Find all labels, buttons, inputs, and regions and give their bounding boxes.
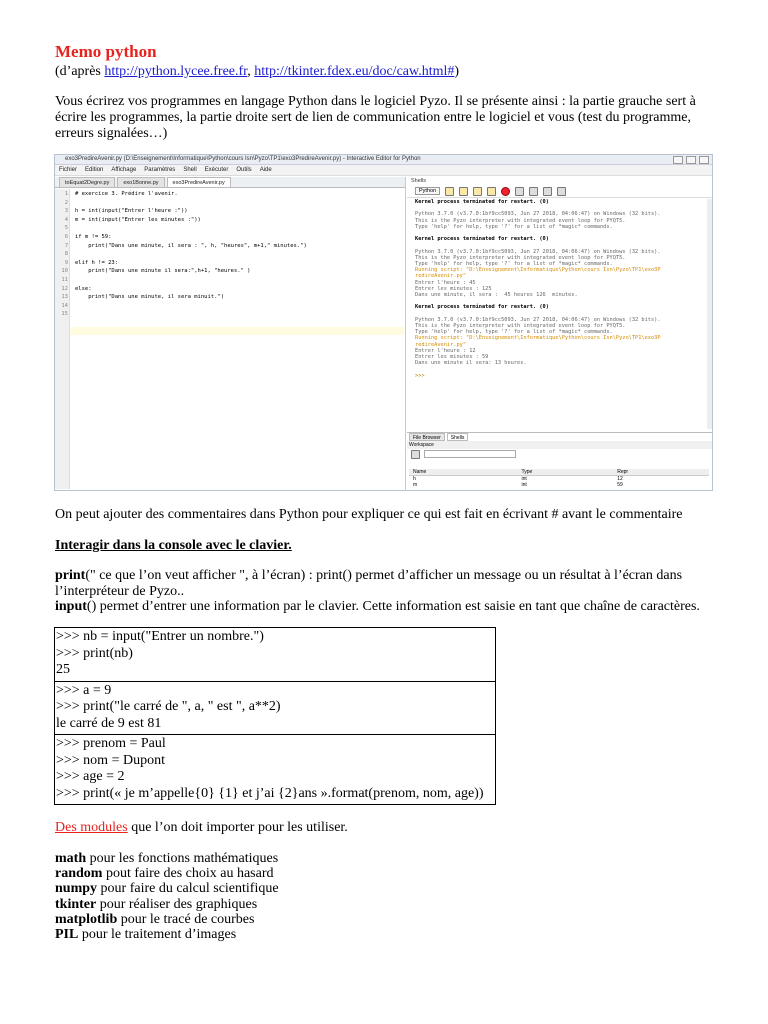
workspace-filter-input xyxy=(424,450,516,458)
module-item xyxy=(55,866,279,881)
console-line: >>> prenom = Paul xyxy=(56,736,166,751)
shell-terminate-icon xyxy=(501,187,510,196)
workspace-column-header: Name xyxy=(409,469,517,476)
menu-item: Paramètres xyxy=(144,167,176,173)
code-editor xyxy=(55,189,405,489)
menu-item: Edition xyxy=(85,167,104,173)
modules-line xyxy=(55,820,715,836)
menu-item: Exécuter xyxy=(204,167,229,173)
editor-tabs xyxy=(55,177,405,188)
module-item xyxy=(55,912,279,927)
module-name: PIL xyxy=(55,927,79,943)
console-line: >>> nom = Dupont xyxy=(56,752,165,768)
module-item xyxy=(55,927,279,942)
lower-tab: Shells xyxy=(447,433,469,441)
maximize-icon xyxy=(686,156,696,164)
module-description: pour le traitement d’images xyxy=(78,927,237,943)
window-title: exo3PredireAvenir.py (D:\Enseignement\Informatique\Python\cours Isn\Pyzo\TP1\exo3PredireAvenir.py) - Interactive Editor for Python xyxy=(65,156,421,162)
shell-line: Type 'help' for help, type '?' for a list of *magic* commands. xyxy=(415,260,613,267)
stop-debug-icon xyxy=(557,187,566,196)
module-description: pour les fonctions mathématiques xyxy=(86,851,279,866)
module-description: pour faire du calcul scientifique xyxy=(97,881,279,897)
console-examples-box xyxy=(54,627,496,805)
shell-run-icon xyxy=(459,187,468,196)
shell-line: redireAvenir.py" xyxy=(415,273,467,280)
shell-debug-icon xyxy=(473,187,482,196)
workspace-column-header: Repr xyxy=(613,469,709,476)
module-description: pout faire des choix au hasard xyxy=(102,866,274,882)
code-line: m = int(input("Entrer les minutes :")) xyxy=(75,216,201,223)
line-number: 3 xyxy=(64,208,68,215)
console-line: >>> a = 9 xyxy=(56,682,112,698)
line-number: 11 xyxy=(61,277,68,283)
console-example xyxy=(55,735,495,804)
line-number: 5 xyxy=(64,225,68,232)
code-line: else: xyxy=(75,285,92,292)
line-number: 8 xyxy=(64,251,68,258)
lower-tab: File Browser xyxy=(409,433,445,441)
intro-paragraph: Vous écrirez vos programmes en langage Python dans le logiciel Pyzo. Il se présente ainsi : la partie grauche sert à écrire les programmes, la partie droite sert de lien de communication entre le logiciel et vous (test du programme, erreurs signalées…) xyxy=(55,94,696,141)
console-line: >>> age = 2 xyxy=(56,769,125,784)
console-heading: Interagir dans la console avec le clavier. xyxy=(55,538,292,553)
shell-toolbar xyxy=(407,185,712,198)
shell-line: Dans une minute il sera: 13 heures. xyxy=(415,360,527,367)
code-line: elif h != 23: xyxy=(75,259,119,266)
module-name: matplotlib xyxy=(55,911,118,927)
menu-item: Outils xyxy=(236,167,252,173)
shell-line: Entrer les minutes : 125 xyxy=(415,285,492,292)
menu-item: Affichage xyxy=(111,167,137,173)
line-number: 9 xyxy=(64,259,68,266)
shell-line: Entrer l'heure : 45 xyxy=(415,279,476,286)
line-number: 7 xyxy=(64,242,68,249)
source-link-tkinter[interactable]: http://tkinter.fdex.eu/doc/caw.html# xyxy=(254,64,455,79)
menu-bar xyxy=(55,165,712,176)
source-sep: , xyxy=(247,64,255,79)
workspace-toolbar xyxy=(407,449,712,459)
step-into-icon xyxy=(529,187,538,196)
lower-tabs xyxy=(407,433,712,441)
module-item xyxy=(55,851,279,866)
module-description: pour le tracé de courbes xyxy=(117,911,255,927)
line-number: 15 xyxy=(61,311,68,318)
shell-line: Kernel process terminated for restart. (0) xyxy=(415,199,549,205)
input-description: () permet d’entrer une information par le clavier. Cette information est saisie en tant que chaîne de caractères. xyxy=(86,599,700,614)
shell-line: Dans une minute, il sera : 45 heures 126 minutes. xyxy=(415,292,578,298)
source-prefix: (d’après xyxy=(55,64,105,79)
source-line xyxy=(55,64,459,80)
shell-line: Python 3.7.0 (v3.7.0:1bf9cc5093, Jun 27 2018, 04:06:47) on Windows (32 bits). xyxy=(415,248,661,255)
shell-line: Entrer l'heure : 12 xyxy=(415,347,476,354)
console-example xyxy=(55,628,495,682)
shell-line: redireAvenir.py" xyxy=(415,341,467,348)
source-link-lycee[interactable]: http://python.lycee.free.fr xyxy=(104,64,248,79)
editor-tab: exo1Bonne.py xyxy=(117,177,164,187)
shell-line: Entrer les minutes : 59 xyxy=(415,354,489,360)
shell-scrollbar xyxy=(707,199,712,429)
modules-intro: que l’on doit importer pour les utiliser. xyxy=(127,820,348,835)
close-icon xyxy=(699,156,709,164)
window-title-bar xyxy=(55,155,712,165)
console-line: >>> nb = input("Entrer un nombre.") xyxy=(56,629,264,644)
shell-pane xyxy=(407,177,712,490)
code-line: print("Dans une minute, il sera minuit.") xyxy=(75,294,225,301)
module-item xyxy=(55,881,279,896)
modules-heading: Des modules xyxy=(55,820,128,835)
step-over-icon xyxy=(515,187,524,196)
shell-line: Python 3.7.0 (v3.7.0:1bf9cc5093, Jun 27 2018, 04:06:47) on Windows (32 bits). xyxy=(415,211,661,218)
workspace-cell-name: h xyxy=(413,476,416,482)
line-number: 6 xyxy=(64,234,68,240)
console-line: 25 xyxy=(56,662,70,677)
code-line: print("Dans une minute, il sera : ", h, "heures", m+1," minutes.") xyxy=(75,242,307,249)
console-example xyxy=(55,682,495,736)
console-line: >>> print("le carré de ", a, " est ", a**2) xyxy=(56,699,281,714)
comments-note: On peut ajouter des commentaires dans Python pour expliquer ce qui est fait en écrivant # avant le commentaire xyxy=(55,507,683,522)
workspace-table xyxy=(409,469,709,488)
code-line: if m != 59: xyxy=(75,234,112,240)
shell-line: Running script: "D:\Enseignement\Informatique\Python\cours Isn\Pyzo\TP1\exo3P xyxy=(415,267,661,274)
line-gutter xyxy=(55,189,70,489)
shell-line: Python 3.7.0 (v3.7.0:1bf9cc5093, Jun 27 2018, 04:06:47) on Windows (32 bits). xyxy=(415,316,661,323)
python-shell-tab: Python xyxy=(415,187,440,195)
code-line: h = int(input("Entrer l'heure :")) xyxy=(75,208,188,215)
editor-tab: toEquat2Degre.py xyxy=(59,177,115,187)
shell-line: Running script: "D:\Enseignement\Informatique\Python\cours Isn\Pyzo\TP1\exo3P xyxy=(415,335,661,342)
shell-clear-icon xyxy=(487,187,496,196)
line-number: 13 xyxy=(61,294,68,301)
line-number: 1 xyxy=(64,191,68,197)
step-out-icon xyxy=(543,187,552,196)
workspace-cell-repr: 59 xyxy=(617,482,623,488)
pyzo-screenshot xyxy=(54,154,713,491)
shell-line: >>> xyxy=(415,372,428,379)
line-number: 10 xyxy=(61,268,68,275)
workspace-column-header: Type xyxy=(517,469,613,476)
workspace-row xyxy=(409,482,709,488)
line-number: 12 xyxy=(61,285,68,292)
workspace-cell-repr: 12 xyxy=(617,476,623,482)
console-line: >>> print(nb) xyxy=(56,645,133,661)
input-keyword: input xyxy=(55,599,87,614)
workspace-label: Workspace xyxy=(407,441,712,449)
minimize-icon xyxy=(673,156,683,164)
module-item xyxy=(55,897,279,912)
editor-tab: exo3PredireAvenir.py xyxy=(167,177,231,187)
editor-pane xyxy=(55,177,406,490)
shell-line: This is the Pyzo interpreter with integrated event loop for PYQT5. xyxy=(415,322,626,329)
shell-line: Type 'help' for help, type '?' for a list of *magic* commands. xyxy=(415,329,613,336)
source-suffix: ) xyxy=(454,64,460,79)
code-line: print("Dans une minute il sera:",h+1, "heures." ) xyxy=(75,268,251,275)
menu-item: Shell xyxy=(183,167,197,173)
shell-line: Kernel process terminated for restart. (0) xyxy=(415,304,549,311)
print-description: (" ce que l’on veut afficher ", à l’écran) : print() permet d’afficher un message ou un résultat à l’écran dans l’interpréteur de Pyzo.. xyxy=(55,568,683,599)
window-controls xyxy=(673,156,709,164)
shell-output xyxy=(415,199,700,379)
line-number: 2 xyxy=(64,199,68,206)
module-name: random xyxy=(55,866,103,882)
module-name: math xyxy=(55,851,87,866)
up-icon xyxy=(411,450,420,459)
menu-item: Aide xyxy=(259,167,272,173)
module-description: pour réaliser des graphiques xyxy=(96,896,258,912)
shell-line: This is the Pyzo interpreter with integrated event loop for PYQT5. xyxy=(415,254,626,261)
print-keyword: print xyxy=(55,568,86,583)
module-name: tkinter xyxy=(55,896,97,912)
current-line-highlight xyxy=(70,327,404,335)
print-definition xyxy=(55,568,715,600)
code-line: # exercice 3. Prédire l'avenir. xyxy=(75,191,178,197)
module-name: numpy xyxy=(55,881,98,897)
console-line: le carré de 9 est 81 xyxy=(56,715,162,731)
shell-config-icon xyxy=(445,187,454,196)
shell-line: Kernel process terminated for restart. (0) xyxy=(415,236,549,243)
workspace-cell-type: int xyxy=(521,482,527,488)
console-line: >>> print(« je m’appelle{0} {1} et j’ai {2}ans ».format(prenom, nom, age)) xyxy=(56,785,484,801)
shell-line: This is the Pyzo interpreter with integrated event loop for PYQT5. xyxy=(415,217,626,224)
page-title: Memo python xyxy=(55,42,157,61)
workspace-cell-name: m xyxy=(413,482,418,488)
shells-label: Shells xyxy=(411,178,426,184)
line-number: 4 xyxy=(64,216,68,223)
input-definition xyxy=(55,599,715,615)
shell-line: Type 'help' for help, type '?' for a list of *magic* commands. xyxy=(415,223,613,230)
line-number: 14 xyxy=(61,302,68,309)
modules-list xyxy=(55,851,279,942)
workspace-cell-type: int xyxy=(521,476,527,482)
lower-panel xyxy=(407,432,712,491)
menu-item: Fichier xyxy=(59,167,78,173)
